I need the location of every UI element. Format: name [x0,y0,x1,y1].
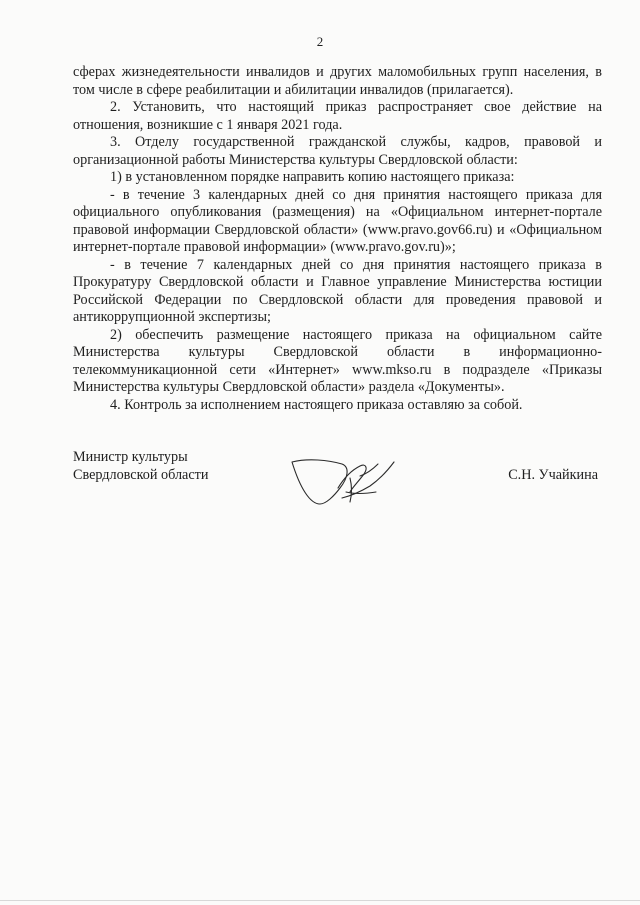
paragraph-dash-publication: - в течение 3 календарных дней со дня принятия настоящего приказа для официального опубликования (размещения) на «Официальном интернет-портале правовой информации Свердловской области» (www.pravo.gov66.ru) и «Официальном интернет-портале правовой информации» (www.pravo.gov.ru)»; [73,186,602,255]
handwritten-signature [280,448,410,523]
document-body [73,64,602,414]
signatory-position [73,449,208,484]
paragraph-dash-prosecutor: - в течение 7 календарных дней со дня принятия настоящего приказа в Прокуратуру Свердловской области и Главное управление Министерства юстиции Российской Федерации по Свердловской области для проведения правовой и антикоррупционной экспертизы; [73,256,602,325]
signatory-position-line2: Свердловской области [73,466,209,483]
signatory-position-line1: Министр культуры [73,449,188,465]
signatory-name: С.Н. Учайкина [508,467,598,483]
paragraph-item-4: 4. Контроль за исполнением настоящего приказа оставляю за собой. [110,396,523,413]
paragraph-item-2: 2. Установить, что настоящий приказ распространяет свое действие на отношения, возникшие с 1 января 2021 года. [73,99,602,133]
page-number: 2 [316,34,324,49]
paragraph-continuation: сферах жизнедеятельности инвалидов и других маломобильных групп населения, в том числе в сфере реабилитации и абилитации инвалидов (прилагается). [73,64,602,98]
paragraph-item-3: 3. Отделу государственной гражданской службы, кадров, правовой и организационной работы Министерства культуры Свердловской области: [73,134,602,168]
paragraph-subitem-2: 2) обеспечить размещение настоящего приказа на официальном сайте Министерства культуры Свердловской области в информационно-телекоммуникационной сети «Интернет» www.mkso.ru в подразделе «Приказы Министерства культуры Свердловской области» раздела «Документы». [73,326,602,395]
page-bottom-edge [0,900,640,901]
paragraph-subitem-1: 1) в установленном порядке направить копию настоящего приказа: [110,169,515,185]
